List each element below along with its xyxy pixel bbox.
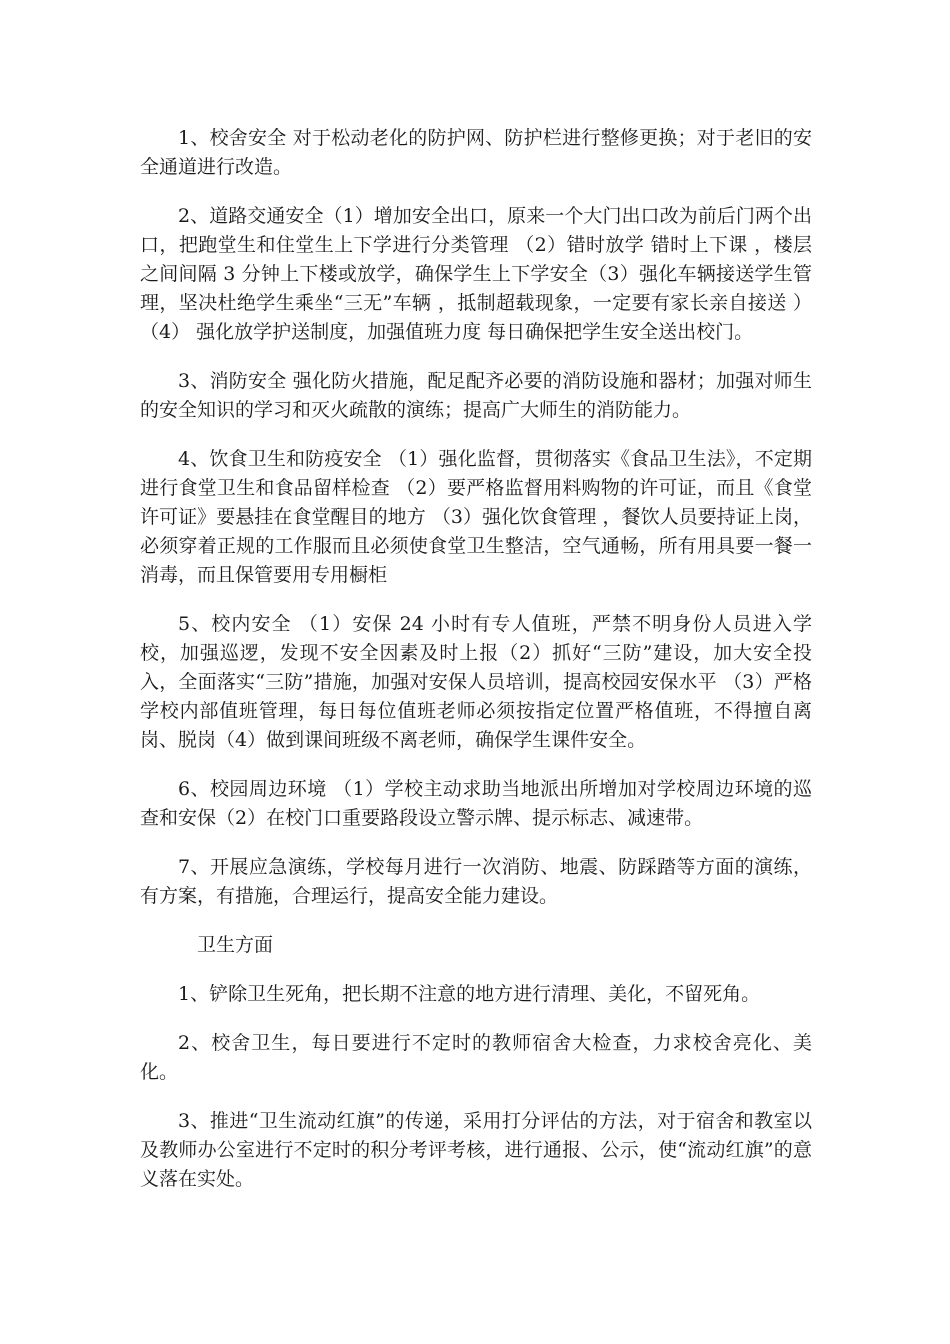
paragraph-hygiene-corners: 1、铲除卫生死角，把长期不注意的地方进行清理、美化，不留死角。: [178, 983, 761, 1005]
paragraph-red-flag: 3、推进“卫生流动红旗”的传递，采用打分评估的方法，对于宿舍和教室以及教师办公室进行不定时的积分考评考核，进行通报、公示，使“流动红旗”的意义落在实处。: [140, 1110, 812, 1190]
paragraph-emergency-drill: 7、开展应急演练，学校每月进行一次消防、地震、防踩踏等方面的演练，有方案，有措施，合理运行，提高安全能力建设。: [140, 856, 812, 907]
paragraph-school-building-safety: 1、校舍安全 对于松动老化的防护网、防护栏进行整修更换；对于老旧的安全通道进行改造。: [140, 127, 812, 178]
paragraph-surroundings: 6、校园周边环境 （1）学校主动求助当地派出所增加对学校周边环境的巡查和安保（2）在校门口重要路段设立警示牌、提示标志、减速带。: [140, 778, 812, 829]
paragraph-fire-safety: 3、消防安全 强化防火措施，配足配齐必要的消防设施和器材；加强对师生的安全知识的学习和灭火疏散的演练；提高广大师生的消防能力。: [140, 370, 812, 421]
document-body: [140, 124, 812, 1214]
paragraph-traffic-safety: 2、道路交通安全（1）增加安全出口，原来一个大门出口改为前后门两个出口，把跑堂生和住堂生上下学进行分类管理 （2）错时放学 错时上下课 ，楼层之间间隔 3 分钟上下楼或放学，确保学生上下学安全（3）强化车辆接送学生管理，坚决杜绝学生乘坐“三无”车辆 ，抵制超载现象，一定要有家长亲自接送 ）（4） 强化放学护送制度，加强值班力度 每日确保把学生安全送出校门。: [140, 205, 812, 343]
paragraph-food-safety: 4、饮食卫生和防疫安全 （1）强化监督，贯彻落实《食品卫生法》，不定期进行食堂卫生和食品留样检查 （2）要严格监督用料购物的许可证，而且《食堂许可证》要悬挂在食堂醒目的地方 （3）强化饮食管理 ，餐饮人员要持证上岗，必须穿着正规的工作服而且必须使食堂卫生整洁，空气通畅，所有用具要一餐一消毒，而且保管要用专用橱柜: [140, 448, 812, 586]
section-heading-hygiene: 卫生方面: [197, 934, 274, 956]
paragraph-dorm-hygiene: 2、校舍卫生，每日要进行不定时的教师宿舍大检查，力求校舍亮化、美化。: [140, 1032, 812, 1083]
paragraph-campus-security: 5、校内安全 （1）安保 24 小时有专人值班，严禁不明身份人员进入学校，加强巡逻，发现不安全因素及时上报（2）抓好“三防”建设，加大安全投入，全面落实“三防”措施，加强对安保人员培训，提高校园安保水平 （3）严格学校内部值班管理，每日每位值班老师必须按指定位置严格值班，不得擅自离岗、脱岗（4）做到课间班级不离老师，确保学生课件安全。: [140, 613, 812, 751]
